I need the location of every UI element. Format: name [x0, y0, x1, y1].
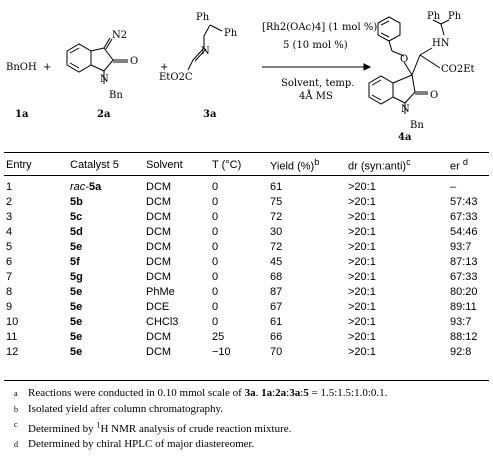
table-row — [4, 330, 489, 345]
cell-catalyst — [68, 225, 144, 240]
cell-catalyst — [68, 285, 144, 300]
cell-yield: 75 — [270, 195, 283, 208]
cell-er: 88:12 — [450, 330, 478, 343]
table-bottom-rule — [4, 380, 489, 381]
phenyl-label: Ph — [448, 11, 462, 22]
cell-solvent: DCM — [146, 330, 172, 343]
cell-entry: 9 — [6, 300, 13, 313]
cell-entry: 10 — [6, 315, 19, 328]
benzyl-label: Bn — [410, 120, 424, 131]
condition-rh-catalyst: [Rh2(OAc)4] (1 mol %) — [262, 22, 378, 33]
cell-yield: 72 — [270, 240, 283, 253]
cell-entry: 1 — [6, 180, 13, 193]
cell-solvent: CHCl3 — [146, 315, 179, 328]
table-row — [4, 225, 489, 240]
catalyst-id: 5a — [88, 180, 102, 193]
nitrogen-label: N — [201, 46, 210, 57]
table-row — [4, 255, 489, 270]
cell-solvent: DCM — [146, 255, 172, 268]
catalyst-id: 5g — [70, 270, 83, 283]
cell-er: – — [450, 180, 457, 193]
nitrogen-label: N — [100, 74, 109, 85]
compound-label-4a: 4a — [398, 132, 412, 143]
cell-solvent: DCM — [146, 225, 172, 238]
cell-temp: 0 — [212, 300, 219, 313]
cell-entry: 7 — [6, 270, 13, 283]
cell-solvent: DCM — [146, 240, 172, 253]
cell-dr: >20:1 — [348, 285, 376, 298]
footnote-c-text: Determined by $^1$H NMR analysis of crude reaction mixture. — [28, 420, 292, 435]
cell-yield: 61 — [270, 315, 283, 328]
cell-catalyst — [68, 240, 144, 255]
cell-dr: >20:1 — [348, 180, 376, 193]
cell-yield: 30 — [270, 225, 283, 238]
cell-dr: >20:1 — [348, 255, 376, 268]
benzyl-label: Bn — [109, 90, 123, 101]
table-row — [4, 195, 489, 210]
table-row — [4, 176, 489, 195]
ester-label: EtO2C — [159, 72, 193, 83]
cell-er: 92:8 — [450, 345, 472, 358]
table-row — [4, 300, 489, 315]
amine-label: HN — [432, 38, 450, 49]
reagent-1a-text: BnOH — [6, 62, 37, 73]
table-header-row — [4, 154, 489, 176]
cell-temp: −10 — [212, 345, 231, 358]
catalyst-id: 5b — [70, 195, 83, 208]
col-solvent: Solvent — [146, 158, 183, 171]
footnote-b: b Isolated yield after column chromatography. — [14, 402, 224, 415]
cell-temp: 0 — [212, 210, 219, 223]
cell-yield: 61 — [270, 180, 283, 193]
condition-solvent: Solvent, temp. — [281, 78, 355, 89]
table-row — [4, 210, 489, 225]
table-row — [4, 240, 489, 255]
cell-entry: 11 — [6, 330, 18, 343]
col-catalyst: Catalyst 5 — [70, 158, 119, 171]
cell-er: 80:20 — [450, 285, 478, 298]
footnote-d-text: Determined by chiral HPLC of major diastereomer. — [28, 438, 255, 451]
catalyst-id: 5e — [70, 330, 83, 343]
cell-dr: >20:1 — [348, 330, 376, 343]
col-entry: Entry — [6, 158, 32, 171]
diazo-label: N2 — [112, 30, 128, 41]
condition-catalyst-5: 5 (10 mol %) — [283, 40, 348, 51]
catalyst-id: 5e — [70, 240, 83, 253]
optimization-table — [4, 154, 489, 360]
cell-catalyst — [68, 210, 144, 225]
oxygen-label: O — [130, 56, 139, 67]
footnote-a: a Reactions were conducted in 0.10 mmol scale of 3a. 1a:2a:3a:5 = 1.5:1.5:1.0:0.1. — [14, 387, 388, 399]
cell-yield: 45 — [270, 255, 283, 268]
cell-yield: 66 — [270, 330, 283, 343]
cell-er: 89:11 — [450, 300, 477, 313]
cell-dr: >20:1 — [348, 195, 376, 208]
cell-solvent: DCM — [146, 270, 172, 283]
cell-entry: 6 — [6, 255, 13, 268]
cell-solvent: PhMe — [146, 285, 175, 298]
catalyst-id: 5c — [70, 210, 83, 223]
table-row — [4, 270, 489, 285]
cell-entry: 3 — [6, 210, 13, 223]
cell-solvent: DCM — [146, 195, 172, 208]
compound-label-2a: 2a — [97, 109, 111, 120]
cell-temp: 25 — [212, 330, 225, 343]
cell-dr: >20:1 — [348, 240, 376, 253]
phenyl-label: Ph — [224, 28, 238, 39]
catalyst-prefix: rac- — [70, 180, 89, 193]
cell-yield: 68 — [270, 270, 283, 283]
cell-catalyst — [68, 315, 144, 330]
plus-sign: + — [160, 62, 169, 73]
cell-dr: >20:1 — [348, 300, 376, 313]
cell-er: 67:33 — [450, 210, 478, 223]
cell-temp: 0 — [212, 255, 219, 268]
cell-catalyst — [68, 176, 144, 195]
cell-er: 93:7 — [450, 240, 472, 253]
catalyst-id: 5e — [70, 300, 83, 313]
reaction-arrow — [262, 64, 370, 70]
table-row — [4, 345, 489, 360]
ether-oxygen-label: O — [400, 54, 409, 65]
compound-label-3a: 3a — [203, 109, 217, 120]
footnote-b-text: Isolated yield after column chromatography. — [28, 402, 224, 415]
cell-dr: >20:1 — [348, 270, 376, 283]
cell-catalyst — [68, 195, 144, 210]
condition-molecular-sieves: 4Å MS — [299, 91, 333, 102]
catalyst-id: 5e — [70, 285, 83, 298]
cell-er: 67:33 — [450, 270, 478, 283]
table-row — [4, 285, 489, 300]
oxygen-label: O — [430, 90, 439, 101]
cell-er: 93:7 — [450, 315, 472, 328]
cell-entry: 8 — [6, 285, 13, 298]
cell-dr: >20:1 — [348, 345, 376, 358]
cell-dr: >20:1 — [348, 225, 376, 238]
cell-catalyst — [68, 345, 144, 360]
cell-er: 57:43 — [450, 195, 478, 208]
col-yield: Yield (%)$^b$ — [270, 157, 320, 173]
plus-sign: + — [43, 62, 52, 73]
cell-temp: 0 — [212, 240, 219, 253]
col-dr: dr (syn:anti)$^c$ — [348, 157, 411, 173]
phenyl-label: Ph — [196, 12, 210, 23]
nitrogen-label: N — [401, 104, 410, 115]
cell-dr: >20:1 — [348, 315, 376, 328]
table-top-rule — [4, 152, 489, 153]
cell-temp: 0 — [212, 270, 219, 283]
col-temp: T (°C) — [212, 158, 242, 171]
compound-label-1a: 1a — [15, 109, 29, 120]
cell-temp: 0 — [212, 195, 219, 208]
catalyst-id: 5f — [70, 255, 80, 268]
cell-solvent: DCM — [146, 345, 172, 358]
footnote-d: d Determined by chiral HPLC of major diastereomer. — [14, 438, 255, 451]
cell-er: 54:46 — [450, 225, 478, 238]
catalyst-id: 5e — [70, 315, 83, 328]
footnote-c: c Determined by $^1$H NMR analysis of crude reaction mixture. — [14, 420, 292, 435]
footnote-a-text: Reactions were conducted in 0.10 mmol scale of 3a. 1a:2a:3a:5 = 1.5:1.5:1.0:0.1. — [28, 387, 388, 399]
cell-temp: 0 — [212, 315, 219, 328]
reaction-scheme — [0, 0, 493, 150]
catalyst-id: 5e — [70, 345, 83, 358]
cell-catalyst — [68, 300, 144, 315]
cell-entry: 12 — [6, 345, 19, 358]
cell-dr: >20:1 — [348, 210, 376, 223]
cell-entry: 5 — [6, 240, 13, 253]
cell-yield: 87 — [270, 285, 283, 298]
cell-catalyst — [68, 330, 144, 345]
cell-temp: 0 — [212, 285, 219, 298]
ester-label: CO2Et — [441, 64, 475, 75]
cell-solvent: DCM — [146, 180, 172, 193]
cell-temp: 0 — [212, 225, 219, 238]
col-er: er $^d$ — [450, 157, 468, 173]
cell-entry: 4 — [6, 225, 13, 238]
catalyst-id: 5d — [70, 225, 83, 238]
cell-catalyst — [68, 270, 144, 285]
cell-yield: 70 — [270, 345, 283, 358]
cell-entry: 2 — [6, 195, 13, 208]
cell-temp: 0 — [212, 180, 219, 193]
cell-yield: 72 — [270, 210, 283, 223]
table-row — [4, 315, 489, 330]
cell-solvent: DCM — [146, 210, 172, 223]
cell-er: 87:13 — [450, 255, 478, 268]
compound-2a-structure — [67, 38, 128, 84]
cell-catalyst — [68, 255, 144, 270]
cell-solvent: DCE — [146, 300, 170, 313]
table-footnotes — [14, 386, 484, 453]
cell-yield: 67 — [270, 300, 283, 313]
phenyl-label: Ph — [427, 11, 441, 22]
